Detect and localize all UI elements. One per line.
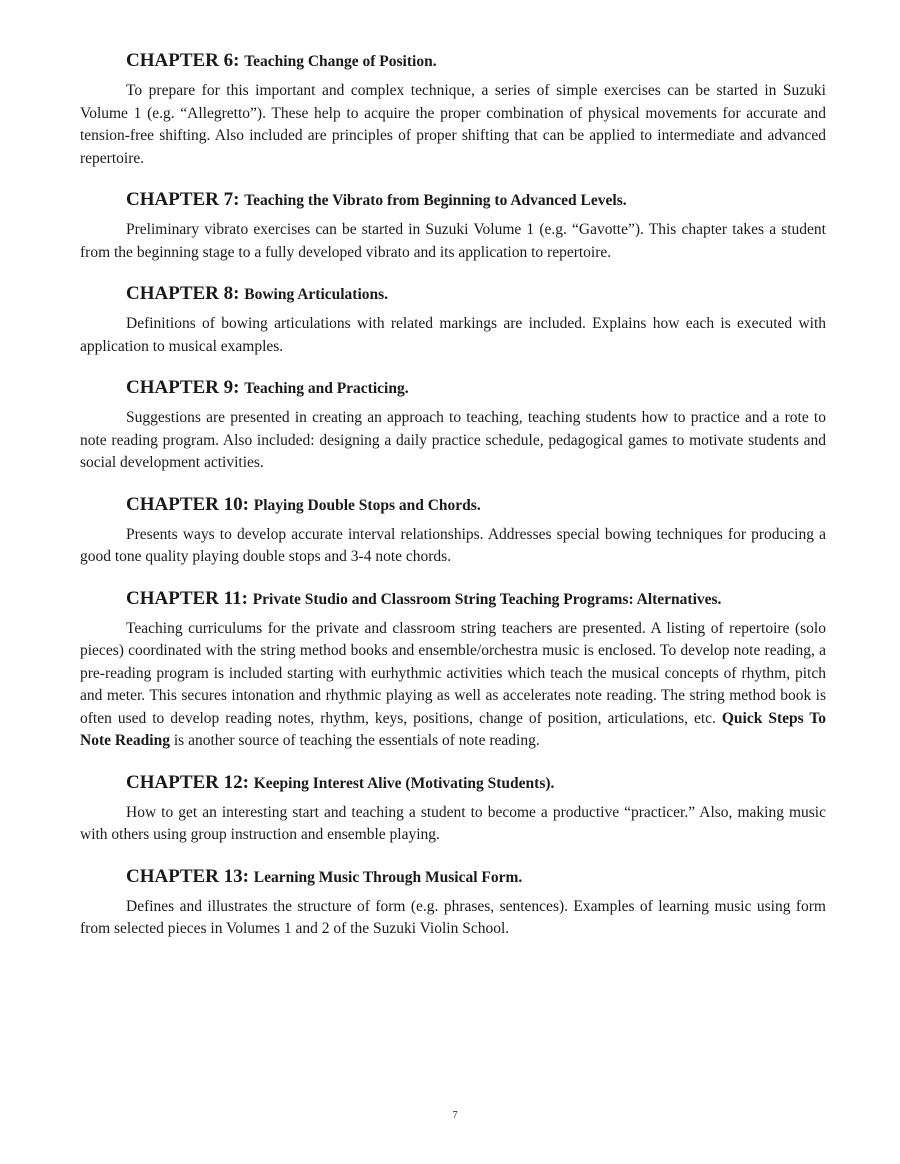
chapter-heading [126,864,826,891]
chapter-7 [80,187,826,264]
page-number: 7 [452,1110,458,1121]
chapter-description: Defines and illustrates the structure of form (e.g. phrases, sentences). Examples of learning music using form from selected pieces in Volumes 1 and 2 of the Suzuki Violin School. [80,897,826,937]
chapter-description: Definitions of bowing articulations with related markings are included. Explains how each is executed with application to musical examples. [80,315,826,355]
chapter-description: Suggestions are presented in creating an approach to teaching, teaching students how to practice and a rote to note reading program. Also included: designing a daily practice schedule, pedagogical games to motivate students and social development activities. [80,409,826,471]
chapter-title: Learning Music Through Musical Form. [253,868,523,886]
chapter-description [80,618,826,753]
chapter-title: Teaching the Vibrato from Beginning to Advanced Levels. [244,192,627,209]
description-text-end: is another source of teaching the essentials of note reading. [173,732,540,749]
chapter-8 [80,281,826,358]
chapter-heading [126,187,826,214]
chapter-10 [80,492,826,569]
chapter-12 [80,770,826,847]
chapter-number: CHAPTER 7: [126,189,240,210]
chapter-description: How to get an interesting start and teaching a student to become a productive “practicer.” Also, making music with others using group instruction and ensemble playing. [80,803,826,843]
chapter-6 [80,48,826,170]
chapter-11 [80,586,826,753]
chapter-title: Playing Double Stops and Chords. [253,496,481,514]
chapter-heading [126,375,826,402]
chapter-heading [126,586,826,613]
chapter-number: CHAPTER 10: [126,493,249,515]
chapter-number: CHAPTER 8: [126,283,240,304]
chapter-heading [126,48,826,75]
chapter-title: Bowing Articulations. [244,286,389,303]
chapter-description: To prepare for this important and complex technique, a series of simple exercises can be started in Suzuki Volume 1 (e.g. “Allegretto”). These help to acquire the proper combination of physical movements for accurate and tension-free shifting. Also included are principles of proper shifting that can be applied to intermediate and advanced repertoire. [80,82,826,167]
chapter-13 [80,864,826,941]
chapter-title: Teaching Change of Position. [244,53,437,70]
chapter-number: CHAPTER 9: [126,377,240,398]
book-title: Quick Steps To Note Reading [80,709,826,749]
description-text: Teaching curriculums for the private and classroom string teachers are presented. A listing of repertoire (solo pieces) coordinated with the string method books and ensemble/orchestra music is enclosed. To develop note reading, a pre-reading program is included starting with eurhythmic activities which teach the musical concepts of rhythm, pitch and meter. This secures intonation and rhythmic playing as well as accelerates note reading. The string method book is often used to develop reading notes, rhythm, keys, positions, change of position, articulations, etc. [80,619,826,727]
chapter-description: Presents ways to develop accurate interval relationships. Addresses special bowing techniques for producing a good tone quality playing double stops and 3-4 note chords. [80,525,826,565]
chapter-description: Preliminary vibrato exercises can be started in Suzuki Volume 1 (e.g. “Gavotte”). This chapter takes a student from the beginning stage to a fully developed vibrato and its application to repertoire. [80,221,826,261]
chapter-title: Keeping Interest Alive (Motivating Students). [253,774,555,792]
chapter-heading [126,492,826,519]
chapter-number: CHAPTER 6: [126,50,240,71]
chapter-number: CHAPTER 13: [126,865,249,887]
chapter-title: Teaching and Practicing. [244,380,409,397]
chapter-number: CHAPTER 12: [126,771,249,793]
chapter-number: CHAPTER 11: [126,587,248,609]
chapter-title: Private Studio and Classroom String Teaching Programs: Alternatives. [252,590,722,608]
chapter-heading [126,770,826,797]
chapter-heading [126,281,826,308]
chapter-9 [80,375,826,475]
document-page [80,48,826,958]
